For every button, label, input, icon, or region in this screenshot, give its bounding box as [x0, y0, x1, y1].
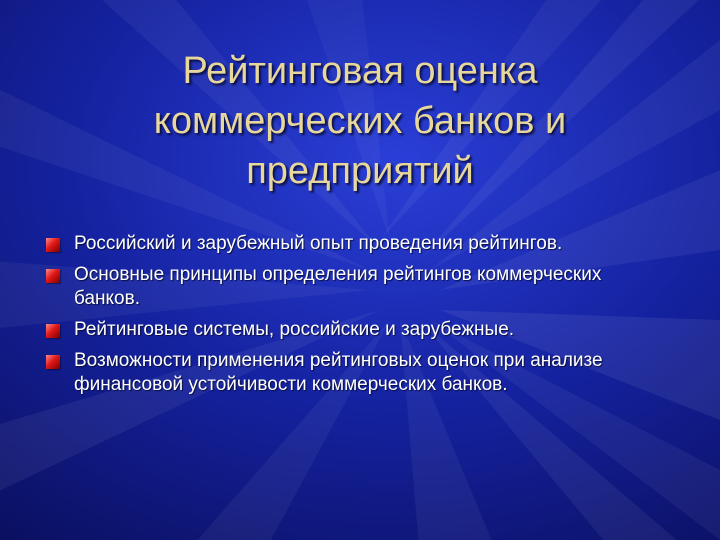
bullet-text: Российский и зарубежный опыт проведения рейтингов. — [74, 233, 563, 254]
list-item — [46, 349, 666, 397]
bullet-list — [46, 232, 666, 404]
bullet-text: Основные принципы определения рейтингов коммерческих банков. — [74, 264, 602, 309]
square-bullet-icon — [46, 324, 60, 338]
bullet-text: Рейтинговые системы, российские и зарубежные. — [74, 319, 515, 340]
square-bullet-icon — [46, 355, 60, 369]
slide-title: Рейтинговая оценка коммерческих банков и предприятий — [153, 50, 567, 192]
list-item — [46, 232, 666, 256]
list-item — [46, 318, 666, 342]
square-bullet-icon — [46, 238, 60, 252]
list-item — [46, 263, 666, 311]
square-bullet-icon — [46, 269, 60, 283]
bullet-text: Возможности применения рейтинговых оценок при анализе финансовой устойчивости коммерческих банков. — [74, 350, 603, 395]
